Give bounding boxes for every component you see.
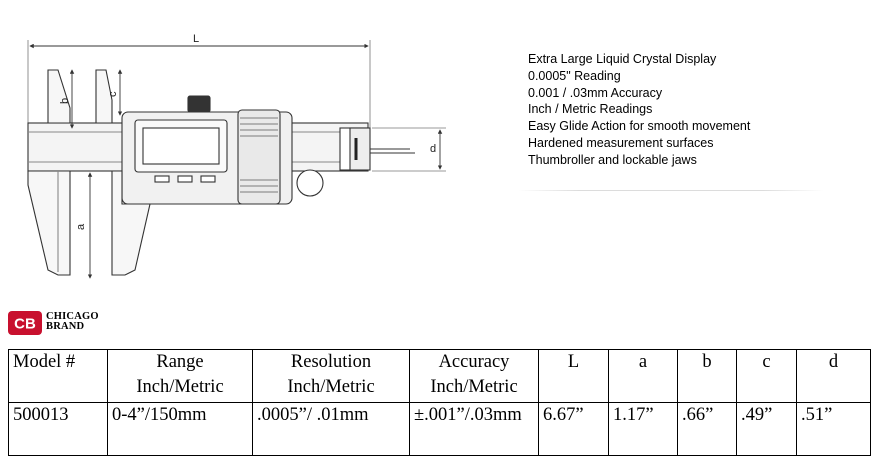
cell-resolution: .0005”/ .01mm xyxy=(253,403,410,456)
dimension-d-label: d xyxy=(430,143,437,155)
feature-item: Inch / Metric Readings xyxy=(528,102,653,117)
feature-item: Hardened measurement surfaces xyxy=(528,135,714,150)
header-resolution-line1: Resolution xyxy=(290,352,372,372)
header-accuracy-line2: Inch/Metric xyxy=(430,377,518,397)
feature-item: Extra Large Liquid Crystal Display xyxy=(528,52,717,66)
cb-logo-mark: CB xyxy=(14,315,36,333)
spec-table xyxy=(8,349,871,456)
brand-name xyxy=(46,312,99,332)
cell-c: .49” xyxy=(737,403,797,456)
dimension-c-label: c xyxy=(107,91,119,97)
cell-b: .66” xyxy=(678,403,737,456)
divider xyxy=(518,190,824,191)
cell-accuracy: ±.001”/.03mm xyxy=(410,403,539,456)
feature-item: Thumbroller and lockable jaws xyxy=(528,152,697,167)
header-l xyxy=(539,350,609,403)
header-range xyxy=(108,350,253,403)
brand-name-line2: BRAND xyxy=(46,321,85,332)
header-c-label: c xyxy=(762,352,771,372)
header-range-line2: Inch/Metric xyxy=(136,377,224,397)
dimension-a xyxy=(75,173,90,278)
feature-item: 0.0005" Reading xyxy=(528,68,621,83)
dimension-a-label: a xyxy=(75,223,87,230)
feature-item: 0.001 / .03mm Accuracy xyxy=(528,85,663,100)
feature-list xyxy=(528,51,750,169)
header-model-label: Model # xyxy=(13,352,76,372)
header-resolution xyxy=(253,350,410,403)
header-a-label: a xyxy=(638,352,648,372)
cell-range: 0-4”/150mm xyxy=(108,403,253,456)
dimension-b-label: b xyxy=(59,97,71,104)
dimension-l-label: L xyxy=(193,33,200,45)
header-b xyxy=(678,350,737,403)
table-row xyxy=(9,403,871,456)
header-b-label: b xyxy=(702,352,712,372)
brand-name-line1: CHICAGO xyxy=(46,311,99,322)
header-accuracy-line1: Accuracy xyxy=(438,352,510,372)
table-header-row xyxy=(9,350,871,403)
cell-d: .51” xyxy=(797,403,871,456)
header-d-label: d xyxy=(828,352,839,372)
cb-logo-icon xyxy=(8,311,42,335)
caliper-slider xyxy=(96,70,323,275)
header-a xyxy=(609,350,678,403)
cell-a: 1.17” xyxy=(609,403,678,456)
header-resolution-line2: Inch/Metric xyxy=(287,377,375,397)
brand-logo xyxy=(8,311,99,335)
header-range-line1: Range xyxy=(156,352,204,372)
header-l-label: L xyxy=(567,352,580,372)
header-model xyxy=(9,350,108,403)
cell-l: 6.67” xyxy=(539,403,609,456)
header-c xyxy=(737,350,797,403)
cell-model: 500013 xyxy=(9,403,108,456)
header-accuracy xyxy=(410,350,539,403)
feature-item: Easy Glide Action for smooth movement xyxy=(528,119,751,134)
header-d xyxy=(797,350,871,403)
